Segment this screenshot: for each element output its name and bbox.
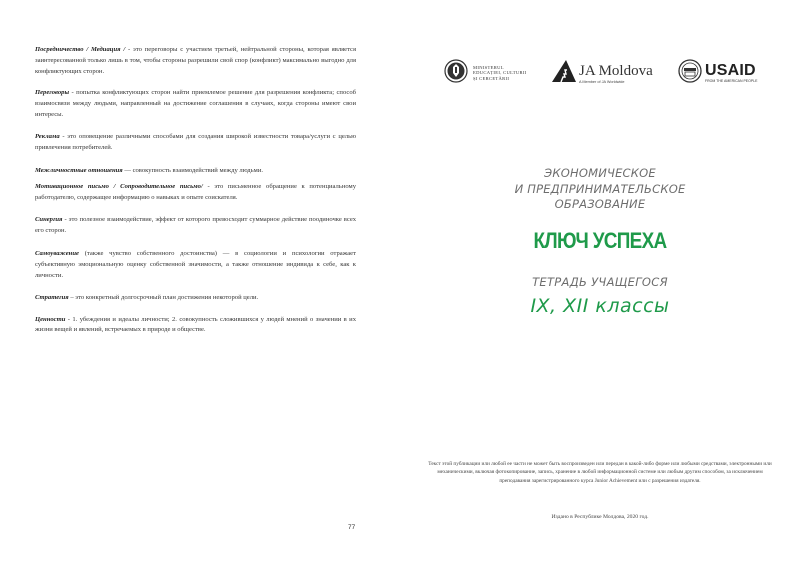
right-page	[400, 0, 800, 566]
ja-moldova-logo	[552, 55, 653, 91]
glossary-definition: - попытка конфликтующих сторон найти приемлемое решение для разрешения конфликта; способ взаимосвязи между людьми, направленный на достижение соглашения в случаях, когда стороны имеют свои интересы.	[35, 89, 356, 118]
glossary-entry	[35, 315, 356, 337]
glossary-term: Самоуважение	[35, 250, 79, 258]
ja-name: JA Moldova	[579, 62, 653, 79]
ministry-line: ȘI CERCETĂRII	[473, 75, 510, 81]
subject-line: И ПРЕДПРИНИМАТЕЛЬСКОЕ	[514, 181, 686, 196]
copyright-notice: Текст этой публикации или любой ее части не может быть воспроизведен или передан в какой-либо форме или любыми средствами, электронными или механическими, включая фотокопирование, запись, хранение в любой информационной системе или любым другим способом, за исключением преподавания зарегистрированного курса Junior Achievement или с разрешения издателя.	[428, 461, 772, 484]
ministry-logo	[444, 55, 527, 91]
glossary-term: Реклама	[35, 132, 60, 140]
glossary-entry	[35, 45, 356, 77]
glossary-definition: - это переговоры с участием третьей, нейтральной стороны, которая является заинтересованной только лишь в том, чтобы стороны разрешили свой спор (конфликт) максимально выгодно для конфликтующих сторон.	[35, 46, 356, 75]
glossary-entry	[35, 166, 356, 177]
ja-mountain-icon	[552, 60, 576, 87]
glossary-entry	[35, 249, 356, 281]
glossary-entry	[35, 215, 356, 237]
glossary-definition: (также чувство собственного достоинства) — в социологии и психологии отражает субъективную эмоциональную оценку собственной значимости, а также отношение индивида к себе, как к личности.	[35, 250, 356, 279]
grades-label: IX, XII классы	[530, 295, 670, 317]
subject-line: ОБРАЗОВАНИЕ	[554, 197, 646, 211]
glossary-definition: - это полезное взаимодействие, эффект от которого превосходит суммарное действие поодиночке всех его сторон.	[35, 215, 356, 234]
glossary-definition: - это оповещение различными способами для создания широкой известности товара/услуги с целью привлечения потребителей.	[35, 132, 356, 151]
subject-line: ЭКОНОМИЧЕСКОЕ	[544, 166, 656, 180]
glossary-definition: — совокупность взаимодействий между людьми.	[122, 167, 263, 175]
glossary-definition: - 1. убеждения и идеалы личности; 2. совокупность сложившихся у людей мнений о значении в их жизни вещей и явлений, встречаемых в природе и обществе.	[35, 315, 356, 334]
publication-info: Издано в Республике Молдова, 2020 год.	[551, 514, 649, 520]
glossary-term: Посредничество / Медиация /	[35, 46, 126, 53]
glossary-term: Синергия	[35, 215, 63, 223]
ministry-line: EDUCAȚIEI, CULTURII	[473, 70, 527, 76]
page-number: 77	[348, 524, 356, 531]
glossary-definition: – это конкретный долгосрочный план достижения некоторой цели.	[68, 293, 259, 301]
book-title: КЛЮЧ УСПЕХА	[533, 228, 667, 253]
ministry-name	[473, 65, 527, 81]
glossary-term: Переговоры	[35, 89, 70, 97]
ja-text	[579, 63, 653, 84]
glossary-term: Ценности	[35, 315, 66, 323]
usaid-logo	[678, 55, 757, 91]
glossary-entry	[35, 293, 356, 304]
partner-logos	[444, 55, 784, 91]
usaid-text	[705, 63, 757, 83]
glossary-entry	[35, 88, 356, 120]
ja-tagline: A Member of JA Worldwide	[579, 79, 625, 84]
glossary-entry	[35, 182, 356, 204]
glossary	[35, 45, 356, 347]
usaid-name: USAID	[705, 62, 756, 79]
glossary-term: Стратегия	[35, 293, 69, 301]
coat-of-arms-icon	[444, 59, 468, 88]
glossary-entry	[35, 132, 356, 154]
usaid-tagline: FROM THE AMERICAN PEOPLE	[705, 79, 758, 83]
glossary-term: Межличностные отношения	[35, 167, 123, 175]
glossary-definition: - это письменное обращение к потенциальному работодателю, содержащее информацию о навыках и опыте соискателя.	[35, 183, 356, 201]
subject-heading	[400, 166, 800, 213]
workbook-label: ТЕТРАДЬ УЧАЩЕГОСЯ	[532, 275, 668, 289]
glossary-term: Мотивационное письмо / Сопроводительное письмо/	[35, 183, 203, 191]
usaid-seal-icon	[678, 59, 702, 88]
ministry-line: MINISTERUL	[473, 64, 504, 70]
